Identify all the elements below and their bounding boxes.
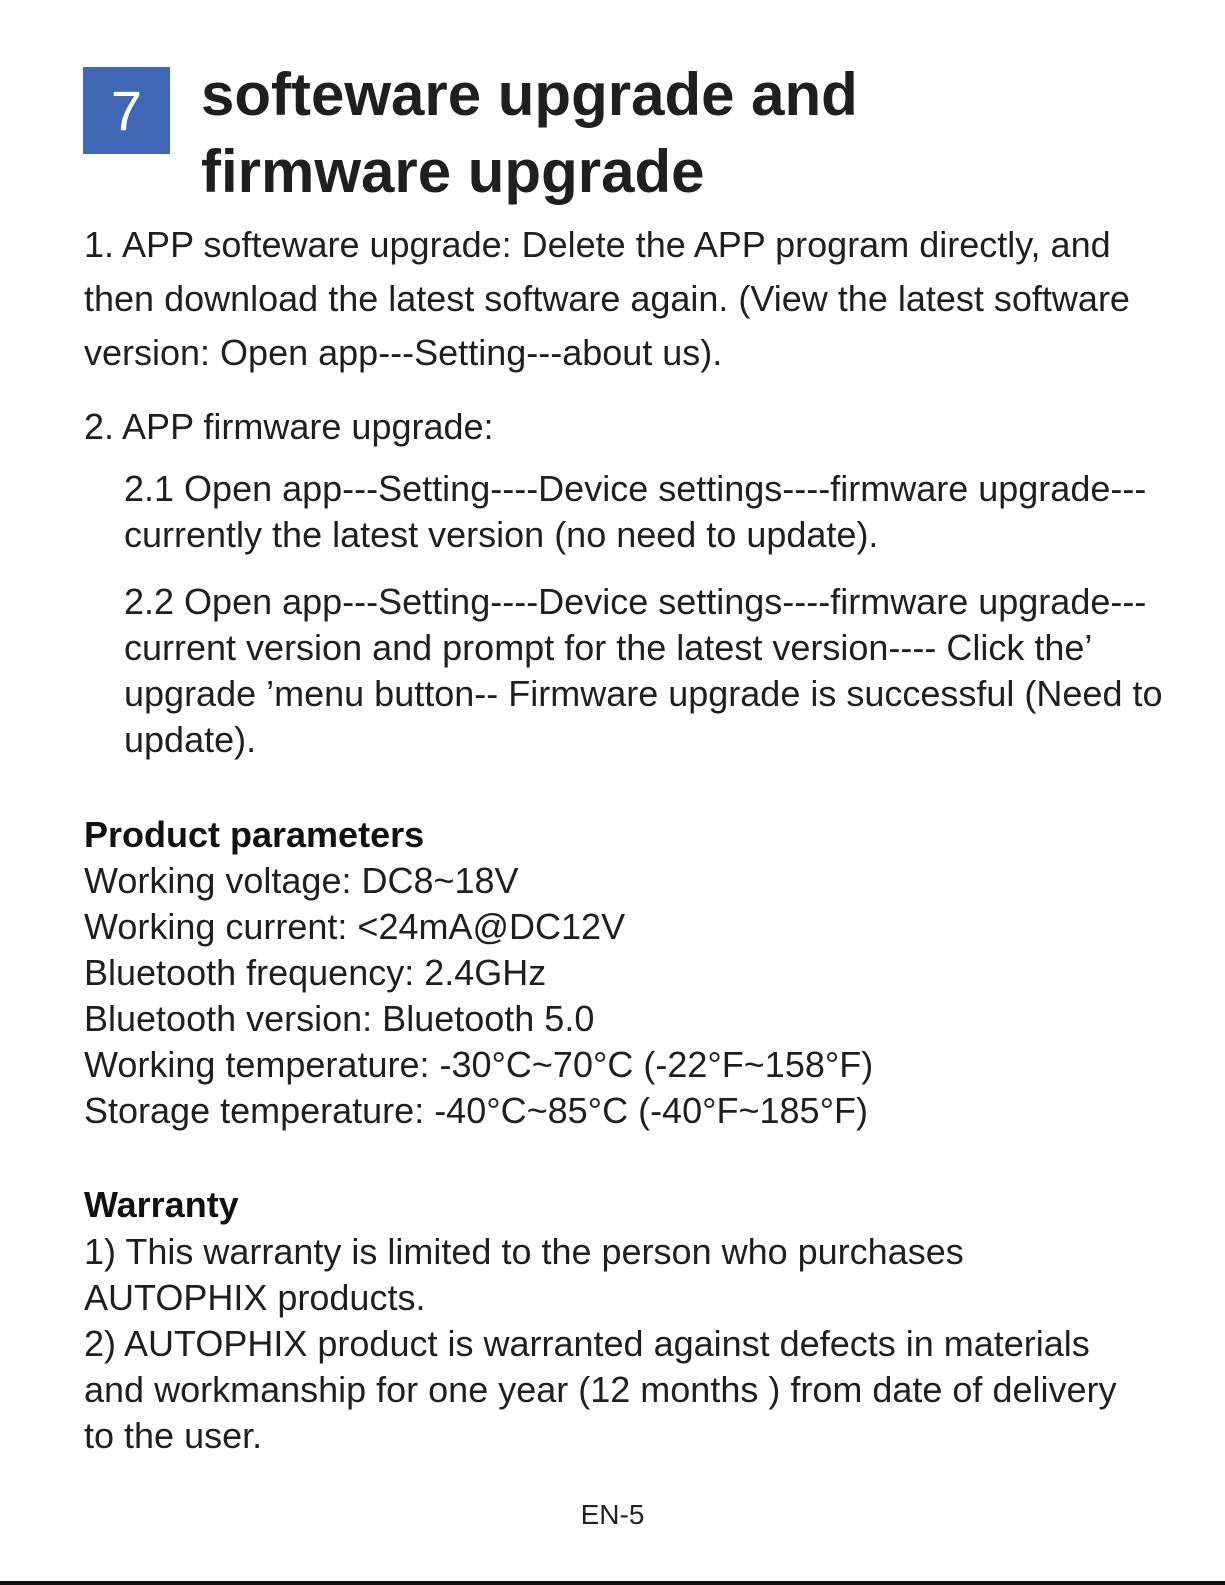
warranty-item: 2) AUTOPHIX product is warranted against defects in materials and workmanship for one year (12 months ) from date of delivery to the user. bbox=[84, 1323, 1117, 1456]
bottom-divider bbox=[0, 1581, 1225, 1585]
app-firmware-upgrade-heading: 2. APP firmware upgrade: bbox=[84, 406, 494, 447]
section-title: softeware upgrade and firmware upgrade bbox=[201, 61, 858, 205]
parameter-item: Working temperature: -30°C~70°C (-22°F~158°F) bbox=[84, 1044, 874, 1085]
product-parameters-list bbox=[84, 858, 1164, 1134]
product-parameters-heading: Product parameters bbox=[84, 814, 425, 855]
parameter-item: Storage temperature: -40°C~85°C (-40°F~185°F) bbox=[84, 1090, 868, 1131]
parameter-item: Bluetooth version: Bluetooth 5.0 bbox=[84, 998, 595, 1039]
section-number-badge: 7 bbox=[83, 67, 170, 154]
app-software-upgrade-text: 1. APP softeware upgrade: Delete the APP program directly, and then download the latest software again. (View the latest software version: Open app---Setting---about us). bbox=[84, 224, 1130, 373]
parameter-item: Working voltage: DC8~18V bbox=[84, 860, 519, 901]
parameter-item: Bluetooth frequency: 2.4GHz bbox=[84, 952, 547, 993]
firmware-step-2-1: 2.1 Open app---Setting----Device settings----firmware upgrade---currently the latest version (no need to update). bbox=[124, 468, 1147, 555]
parameter-item: Working current: <24mA@DC12V bbox=[84, 906, 626, 947]
warranty-heading: Warranty bbox=[84, 1184, 239, 1225]
warranty-list bbox=[84, 1229, 1144, 1459]
page-number: EN-5 bbox=[580, 1499, 645, 1530]
warranty-item: 1) This warranty is limited to the person who purchases AUTOPHIX products. bbox=[84, 1231, 964, 1318]
firmware-step-2-2: 2.2 Open app---Setting----Device settings----firmware upgrade---current version and prompt for the latest version---- Click the’ upgrade ’menu button-- Firmware upgrade is successful (Need to update). bbox=[124, 581, 1163, 760]
